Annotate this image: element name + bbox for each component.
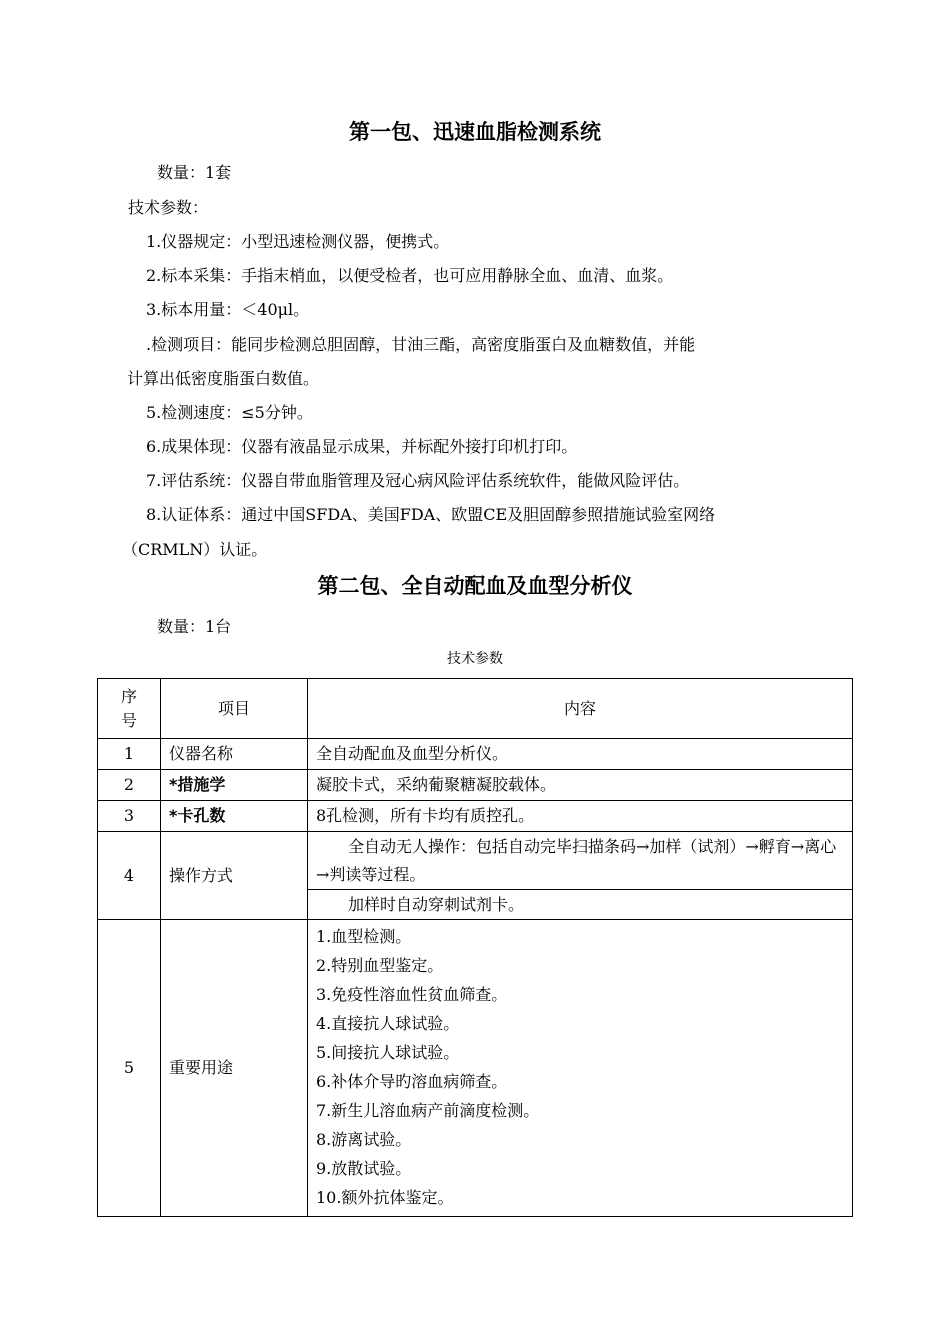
row-num: 5 [98, 920, 161, 1217]
param-line: （CRMLN）认证。 [122, 540, 268, 559]
row-content: 凝胶卡式，采纳葡聚糖凝胶载体。 [308, 770, 853, 801]
list-item: 7.新生儿溶血病产前滴度检测。 [316, 1101, 540, 1120]
list-item: 5.间接抗人球试验。 [316, 1043, 460, 1062]
table-row [98, 920, 853, 1217]
row-item: 仪器名称 [161, 739, 308, 770]
row-content: 全自动无人操作：包括自动完毕扫描条码→加样（试剂）→孵育→离心→判读等过程。 [308, 832, 853, 890]
param-line: 7.评估系统：仪器自带血脂管理及冠心病风险评估系统软件，能做风险评估。 [146, 471, 690, 490]
section2-quantity: 数量：1台 [157, 617, 232, 636]
table-row [98, 770, 853, 801]
param-line: 计算出低密度脂蛋白数值。 [127, 369, 320, 388]
param-line: 5.检测速度：≤5分钟。 [146, 403, 313, 422]
header-num [98, 679, 161, 739]
row-num: 4 [98, 832, 161, 920]
uses-list [308, 920, 853, 1217]
table-row [98, 832, 853, 890]
list-item: 3.免疫性溶血性贫血筛查。 [316, 985, 508, 1004]
list-item: 2.特别血型鉴定。 [316, 956, 444, 975]
section1-title: 第一包、迅速血脂检测系统 [349, 120, 601, 144]
header-item: 项目 [161, 679, 308, 739]
list-item: 1.血型检测。 [316, 927, 412, 946]
param-line: .检测项目：能同步检测总胆固醇，甘油三酯，高密度脂蛋白及血糖数值，并能 [146, 335, 696, 354]
param-line: 8.认证体系：通过中国SFDA、美国FDA、欧盟CE及胆固醇参照措施试验室网络 [146, 505, 716, 524]
row-num: 2 [98, 770, 161, 801]
list-item: 4.直接抗人球试验。 [316, 1014, 460, 1033]
param-line: 2.标本采集：手指末梢血，以便受检者，也可应用静脉全血、血清、血浆。 [146, 266, 674, 285]
section1-params-label: 技术参数： [128, 198, 209, 217]
param-line: 6.成果体现：仪器有液晶显示成果，并标配外接打印机打印。 [146, 437, 578, 456]
spec-table [97, 678, 853, 1217]
table-row [98, 739, 853, 770]
list-item: 6.补体介导旳溶血病筛查。 [316, 1072, 508, 1091]
list-item: 8.游离试验。 [316, 1130, 412, 1149]
table-header-row [98, 679, 853, 739]
section1-quantity: 数量：1套 [157, 163, 232, 182]
section2-title: 第二包、全自动配血及血型分析仪 [317, 574, 633, 598]
param-line: 1.仪器规定：小型迅速检测仪器，便携式。 [146, 232, 450, 251]
row-num: 1 [98, 739, 161, 770]
param-line: 3.标本用量：＜40μl。 [146, 300, 310, 319]
table-caption: 技术参数 [447, 651, 503, 667]
table-row [98, 801, 853, 832]
header-num-text: 序号 [120, 686, 137, 730]
row-content: 全自动配血及血型分析仪。 [308, 739, 853, 770]
list-item: 9.放散试验。 [316, 1159, 412, 1178]
row-content: 加样时自动穿刺试剂卡。 [308, 890, 853, 920]
row-num: 3 [98, 801, 161, 832]
list-item: 10.额外抗体鉴定。 [316, 1188, 454, 1207]
header-content: 内容 [308, 679, 853, 739]
row-item: *措施学 [161, 770, 308, 801]
row-content: 8孔检测，所有卡均有质控孔。 [308, 801, 853, 832]
row-item: *卡孔数 [161, 801, 308, 832]
row-item: 重要用途 [161, 920, 308, 1217]
row-item: 操作方式 [161, 832, 308, 920]
